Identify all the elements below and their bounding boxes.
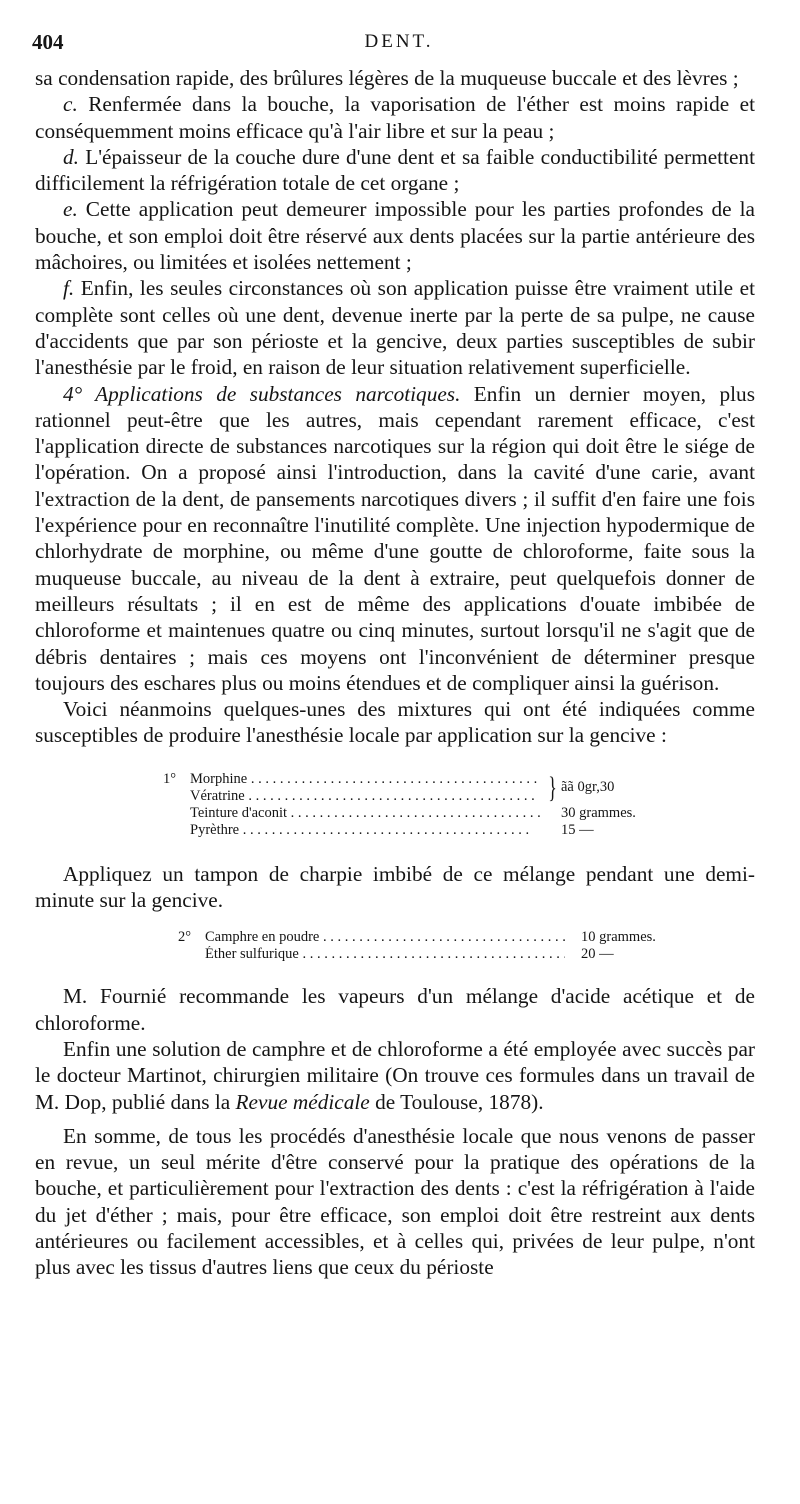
ingredient-quantity: 15 — [561, 821, 594, 838]
paragraph-narcotics-text: Enfin un dernier moyen, plus rationnel peut-être que les autres, mais cependant rarement efficace, c'est l'application directe de substances narcotiques sur la région qui doit être le siége de l'opération. On a proposé ainsi l'introduction, dans la cavité d'une carie, avant l'extraction de la dent, de pansements narcotiques divers ; il suffit d'en faire une fois l'expérience pour en reconnaître l'inutilité complète. Une injection hypodermique de chlorhydrate de morphine, ou même d'une goutte de chloroforme, faite sous la muqueuse buccale, au niveau de la dent à extraire, peut quelquefois donner de meilleurs résultats ; il en est de même des applications d'ouate imbibée de chloroforme et maintenues quatre ou cinq minutes, surtout lorsqu'il ne s'agit que de débris dentaires ; mais ces moyens ont l'inconvénient de déterminer presque toujours des eschares plus ou moins étendues et de compliquer ainsi la guérison. [35, 381, 755, 695]
journal-title: Revue médicale [235, 1089, 370, 1114]
ingredient-quantity: ãã 0gr,30 [561, 779, 615, 796]
recipe-1-row [35, 822, 755, 839]
brace-icon: } [548, 770, 557, 804]
recipe-1-grouped-ingredients [190, 771, 614, 805]
paragraph-martinot-text: Enfin une solution de camphre et de chloroforme a été employée avec succès par le docteur Martinot, chirurgien militaire (On trouve ces formules dans un travail de M. Dop, publié dans la [35, 1036, 755, 1114]
paragraph-application: Appliquez un tampon de charpie imbibé de ce mélange pendant une demi-minute sur la gencive. [35, 861, 755, 913]
item-marker-e: e. [63, 197, 78, 222]
paragraph-narcotics [35, 381, 755, 697]
recipe-2-row [35, 929, 755, 946]
item-marker-c: c. [63, 92, 78, 117]
recipe-2-row [35, 946, 755, 963]
page-header [32, 30, 766, 60]
page-body [35, 65, 755, 1281]
page-number: 404 [32, 30, 64, 54]
paragraph-fournie: M. Fournié recommande les vapeurs d'un mélange d'acide acétique et de chloroforme. [35, 984, 755, 1035]
paragraph-item-c [35, 91, 755, 144]
paragraph-item-d [35, 144, 755, 197]
item-text-c: Renfermée dans la bouche, la vaporisation de l'éther est moins rapide et conséquemment moins efficace qu'à l'air libre et sur la peau ; [35, 92, 755, 143]
ingredient-name: Éther sulfurique . . . [205, 946, 565, 963]
paragraph-item-e [35, 196, 755, 275]
ingredient-name: Camphre en poudre . . . [205, 929, 565, 946]
item-marker-f: f. [63, 276, 75, 301]
paragraph-continuation: sa condensation rapide, des brûlures légères de la muqueuse buccale et des lèvres ; [35, 66, 739, 90]
paragraph-mixtures-intro: Voici néanmoins quelques-unes des mixtures qui ont été indiquées comme susceptibles de produire l'anesthésie locale par application sur la gencive : [35, 697, 755, 748]
paragraph-item-f [35, 275, 755, 380]
recipe-1-number: 1° [162, 770, 176, 787]
ingredient-name: Pyrèthre . . . [190, 822, 545, 839]
ingredient-name: Vératrine . . . [190, 788, 545, 805]
section-heading-narcotics: 4° Applications de substances narcotiques. [63, 381, 461, 406]
recipe-1-row [35, 805, 755, 822]
paragraph-summary: En somme, de tous les procédés d'anesthésie locale que nous venons de passer en revue, un seul mérite d'être conservé pour la pratique des opérations de la bouche, et particulièrement pour l'extraction des dents : c'est la réfrigération à l'aide du jet d'éther ; mais, pour être efficace, son emploi doit être restreint aux dents antérieures ou facilement accessibles, et à celles qui, privées de leur pulpe, n'ont plus avec les tissus d'autres liens que ceux du périoste [35, 1123, 755, 1280]
item-text-f: Enfin, les seules circonstances où son application puisse être vraiment utile et complète sont celles où une dent, devenue inerte par la perte de sa pulpe, ne cause d'accidents que par son périoste et la gencive, deux parties susceptibles de subir l'anesthésie par le froid, en raison de leur situation relativement superficielle. [35, 276, 755, 380]
item-text-d: L'épaisseur de la couche dure d'une dent et sa faible conductibilité permettent difficilement la réfrigération totale de cet organe ; [35, 144, 755, 196]
ingredient-name: Teinture d'aconit . . . [190, 805, 545, 822]
item-text-e: Cette application peut demeurer impossible pour les parties profondes de la bouche, et son emploi doit être réservé aux dents placées sur la partie antérieure des mâchoires, ou limitées et isolées nettement ; [35, 197, 755, 275]
recipe-1 [35, 771, 755, 839]
ingredient-quantity: 20 — [581, 946, 614, 963]
recipe-2 [35, 929, 755, 963]
paragraph-martinot-end: de Toulouse, 1878). [369, 1089, 544, 1114]
recipe-2-number: 2° [177, 929, 191, 946]
running-title: DENT. [364, 31, 434, 52]
paragraph-martinot [35, 1036, 755, 1115]
ingredient-quantity: 10 grammes. [581, 929, 656, 946]
ingredient-quantity: 30 grammes. [561, 804, 636, 821]
recipe-1-group [35, 771, 755, 805]
item-marker-d: d. [63, 144, 79, 169]
ingredient-name: Morphine . . . [190, 771, 545, 788]
